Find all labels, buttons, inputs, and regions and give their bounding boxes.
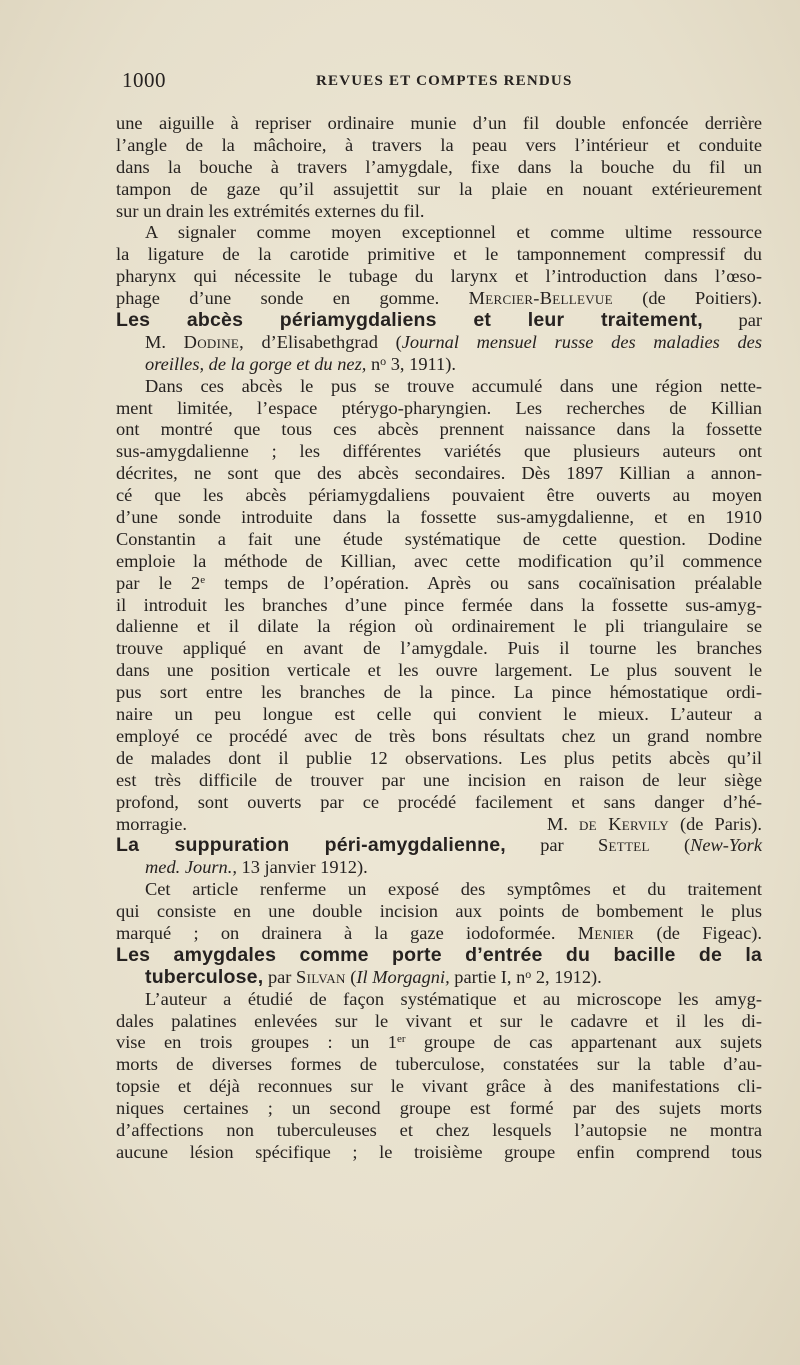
signature-place: (de Paris).: [679, 813, 762, 834]
journal-name: Journal mensuel russe des maladies des: [401, 331, 762, 352]
text-line: la ligature de la carotide primitive et le tamponnement compressif du: [116, 244, 762, 265]
by-word: par: [267, 966, 292, 987]
text-line: ont montré que tous ces abcès prennent naissance dans la fossette: [116, 419, 762, 440]
text-span: par le 2: [116, 572, 201, 593]
page-header: [118, 68, 768, 98]
text-line: [116, 1032, 762, 1054]
text-line: dales palatines enlevées sur le vivant et sur le cadavre et il les di-: [116, 1010, 762, 1031]
text-span: 2, 1912).: [531, 966, 602, 987]
author-signature: de Kervily: [578, 813, 669, 834]
article-title: tuberculose,: [145, 965, 264, 988]
text-line: cé que les abcès périamygdaliens pouvaient être ouverts au moyen: [116, 485, 762, 506]
text-line: topsie et déjà reconnues sur le vivant grâce à des manifestations cli-: [116, 1076, 762, 1097]
text-line: tampon de gaze qu’il assujettit sur la plaie en nouant extérieurement: [116, 178, 762, 199]
article-title: Les amygdales comme porte d’entrée du bacille de la: [116, 943, 762, 966]
text-span: morragie.: [116, 813, 187, 834]
article-author: Dodine: [183, 331, 240, 352]
text-line: une aiguille à repriser ordinaire munie d’un fil double enfoncée derrière: [116, 113, 762, 133]
text-line: profond, sont ouverts par ce procédé facilement et sans danger d’hé-: [116, 791, 762, 812]
citation-line: [116, 332, 762, 354]
by-word: par: [540, 835, 564, 856]
text-span: partie I, n: [449, 966, 526, 987]
text-line: l’angle de la mâchoire, à travers la peau vers l’intérieur et conduite: [116, 134, 762, 155]
citation-line: [116, 967, 762, 989]
text-line: Constantin a fait une étude systématique de cette question. Dodine: [116, 528, 762, 549]
text-line: dalienne et il dilate la région où ordinairement le pli triangulaire se: [116, 616, 762, 637]
author-signature: Mercier-Bellevue: [468, 288, 613, 309]
signature-line: [116, 923, 762, 945]
text-span: n: [370, 353, 381, 374]
article-heading: [116, 835, 762, 857]
journal-name: New-York: [690, 835, 762, 856]
text-line: niques certaines ; un second groupe est formé par des sujets morts: [116, 1098, 762, 1119]
journal-name: oreilles, de la gorge et du nez,: [145, 353, 367, 374]
text-line: décrites, ne sont que des abcès secondaires. Dès 1897 Killian a annon-: [116, 463, 762, 484]
body-text: [116, 113, 762, 1164]
signature-line: [116, 288, 762, 310]
text-line: est très difficile de trouver par une incision en raison de leur siège: [116, 769, 762, 790]
text-line: morts de diverses formes de tuberculose, constatées sur la table d’au-: [116, 1054, 762, 1075]
superscript: er: [396, 1033, 406, 1046]
article-title: Les abcès périamygdaliens et leur traitement,: [116, 309, 703, 332]
signature-place: (de Poitiers).: [642, 288, 762, 309]
text-line: Dans ces abcès le pus se trouve accumulé dans une région nette-: [145, 375, 762, 396]
article-author: Silvan: [296, 966, 346, 987]
article-heading: [116, 310, 762, 332]
citation-line: [116, 354, 762, 376]
text-line: de malades dont il publie 12 observations. Les plus petits abcès qu’il: [116, 747, 762, 768]
text-span: 13 janvier 1912).: [236, 857, 368, 878]
text-line: dans la bouche à travers l’amygdale, fixe dans la bouche du fil un: [116, 156, 762, 177]
article-title: La suppuration péri-amygdalienne,: [116, 834, 506, 857]
text-span: M.: [546, 813, 568, 834]
text-line: A signaler comme moyen exceptionnel et comme ultime ressource: [145, 222, 762, 243]
text-span: (: [350, 966, 357, 987]
citation-line: [116, 857, 762, 879]
text-line: L’auteur a étudié de façon systématique et au microscope les amyg-: [145, 988, 762, 1009]
text-line: ment limitée, l’espace ptérygo-pharyngien. Les recherches de Killian: [116, 397, 762, 418]
text-line: pus sort entre les branches de la pince. La pince hémostatique ordi-: [116, 682, 762, 703]
by-word: par: [738, 310, 762, 331]
text-line: sur un drain les extrémités externes du fil.: [116, 200, 425, 221]
text-line: d’une sonde introduite dans la fossette sus-amygdalienne, et en 1910: [116, 507, 762, 528]
signature-place: (de Figeac).: [656, 922, 762, 943]
text-line: sus-amygdalienne ; les différentes variétés que plusieurs auteurs ont: [116, 441, 762, 462]
superscript: o: [525, 966, 532, 981]
text-line: trouve appliqué en avant de l’amygdale. Puis il tourne les branches: [116, 638, 762, 659]
text-span: M.: [145, 331, 166, 352]
text-line: qui consiste en une double incision aux points de bombement le plus: [116, 901, 762, 922]
text-span: 3, 1911).: [386, 353, 456, 374]
article-author: Settel: [597, 835, 650, 856]
text-line: dans une position verticale et les ouvre largement. Le plus souvent le: [116, 660, 762, 681]
text-line: Cet article renferme un exposé des symptômes et du traitement: [145, 879, 762, 900]
journal-name: med. Journ.,: [145, 857, 237, 878]
author-signature: Menier: [577, 922, 635, 943]
journal-name: Il Morgagni,: [356, 966, 450, 987]
text-line: aucune lésion spécifique ; le troisième groupe enfin comprend tous: [116, 1141, 762, 1162]
text-line: [116, 573, 762, 595]
text-span: groupe de cas appartenant aux sujets: [405, 1032, 763, 1053]
text-span: phage d’une sonde en gomme.: [116, 288, 440, 309]
text-line: d’affections non tuberculeuses et chez lesquels l’autopsie ne montra: [116, 1119, 762, 1140]
page-number: 1000: [122, 68, 166, 92]
text-span: marqué ; on drainera à la gaze iodoformée.: [116, 922, 556, 943]
text-line: pharynx qui nécessite le tubage du larynx et l’introduction dans l’œso-: [116, 266, 762, 287]
text-line: employé ce procédé avec de très bons résultats chez un grand nombre: [116, 725, 762, 746]
running-title: REVUES ET COMPTES RENDUS: [316, 73, 573, 89]
text-span: , d’Elisabethgrad (: [239, 331, 402, 352]
article-heading: [116, 945, 762, 967]
signature-line: [116, 814, 762, 836]
text-span: (: [683, 835, 691, 856]
text-line: emploie la méthode de Killian, avec cette modification qu’il commence: [116, 550, 762, 571]
text-span: vise en trois groupes : un 1: [116, 1032, 397, 1053]
text-span: temps de l’opération. Après ou sans cocaïnisation préalable: [205, 572, 762, 593]
superscript: e: [200, 573, 206, 586]
superscript: o: [380, 353, 387, 368]
text-line: il introduit les branches d’une pince fermée dans la fossette sus-amyg-: [116, 594, 762, 615]
text-line: naire un peu longue est celle qui convient le mieux. L’auteur a: [116, 704, 762, 725]
